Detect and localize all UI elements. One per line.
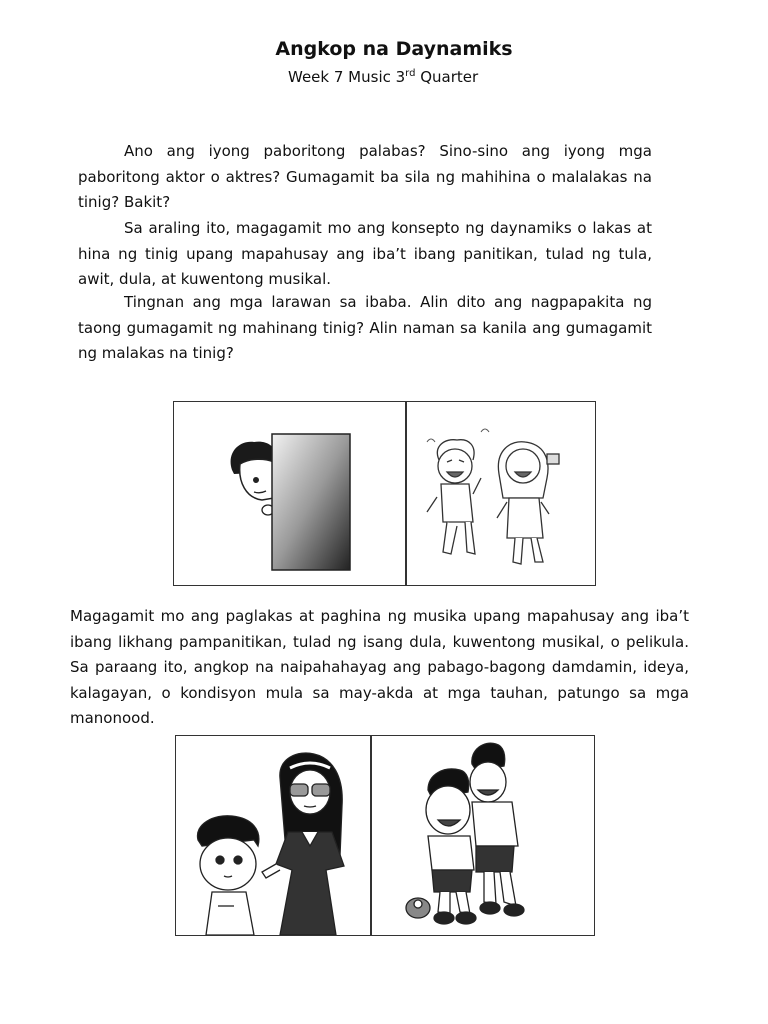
illustration-panel-1	[173, 401, 596, 586]
intro-paragraph: Ano ang iyong paboritong palabas? Sino-sino ang iyong mga paboritong aktor o aktres? Gumagamit ba sila ng mahihina o malalakas na tinig? Bakit?	[78, 142, 652, 211]
shouting-boys-illustration	[372, 736, 594, 935]
page-subtitle	[288, 68, 478, 86]
subtitle-superscript: rd	[405, 68, 416, 79]
shy-child-behind-door-illustration	[174, 402, 405, 585]
illustration-panel-2	[175, 735, 595, 936]
subtitle-suffix: Quarter	[415, 68, 479, 86]
mother-and-son-illustration	[176, 736, 370, 935]
explanation-paragraph: Magagamit mo ang paglakas at paghina ng musika upang mapahusay ang iba’t ibang likhang pampanitikan, tulad ng isang dula, kuwentong musikal, o pelikula. Sa paraang ito, angkop na naipahahayag ang pabago-bagong damdamin, ideya, kalagayan, o kondisyon mula sa may-akda at mga tauhan, patungo sa mga manonood.	[70, 607, 689, 727]
lesson-paragraph: Sa araling ito, magagamit mo ang konsepto ng daynamiks o lakas at hina ng tinig upang mapahusay ang iba’t ibang panitikan, tulad ng tula, awit, dula, at kuwentong musikal.	[78, 219, 652, 288]
page-title: Angkop na Daynamiks	[275, 38, 513, 60]
laughing-children-illustration	[407, 402, 595, 585]
question-paragraph: Tingnan ang mga larawan sa ibaba. Alin dito ang nagpapakita ng taong gumagamit ng mahinang tinig? Alin naman sa kanila ang gumagamit ng malakas na tinig?	[78, 293, 652, 362]
subtitle-text: Week 7 Music 3	[288, 68, 406, 86]
